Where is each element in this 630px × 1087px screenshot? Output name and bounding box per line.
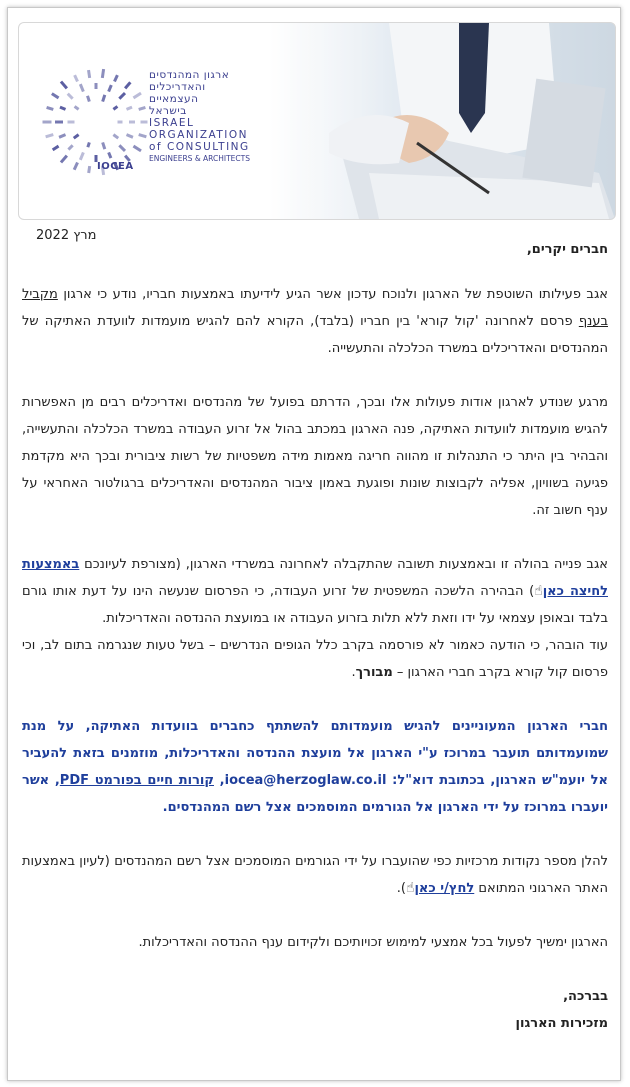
paragraph-1-text-a: אגב פעילותו השוטפת של הארגון ולנוכח עדכון אשר הגיע לידיעתו באמצעות חבריו, נודע כי ארגון [57, 287, 608, 302]
response-letter-link[interactable]: באמצעות לחיצה כאן [22, 557, 608, 599]
logo-english-line-4: ENGINEERS & ARCHITECTS [149, 154, 251, 163]
paragraph-5-text-a: חברי הארגון המעוניינים להגיש מועמדותם להשתתף כחברים בוועדות האתיקה, על מנת שמועמדותם תועבר במרוכז ע"י הארגון אל מועצת ההנדסה והאדריכלות, מוזמנים בזאת להעביר אל יועמ"ש הארגון, בכתובת דוא"ל: [22, 719, 609, 788]
signature: מזכירות הארגון [515, 1016, 608, 1031]
iocea-logo-icon [41, 67, 151, 177]
parallel-org-underlined: מקביל בענף [22, 287, 608, 329]
paragraph-3 [22, 551, 608, 632]
paragraph-4-text-b: . [351, 665, 356, 680]
logo-mark: IOCEA [97, 161, 134, 172]
logo-ring-segment [129, 121, 135, 124]
logo-ring-segment [101, 142, 106, 150]
logo-hebrew-line-1: ארגון המהנדסים [149, 69, 230, 81]
letter-date: מרץ 2022 [36, 228, 97, 243]
logo-ring-segment [126, 133, 134, 138]
greeting: חברים יקרים, [526, 242, 608, 257]
paragraph-6-text-a: להלן מספר נקודות מרכזיות כפי שהועברו על ידי הגורמים המוסמכים אצל רשם המהנדסים (לעיון באמצעות האתר הארגוני המתואם [22, 854, 608, 896]
paragraph-6 [22, 848, 608, 902]
paragraph-5-text-d: , אשר יועברו במרוכז על ידי הארגון אל הגורמים המוסמכים אצל רשם המהנדסים. [22, 773, 608, 815]
logo-ring-segment [133, 145, 142, 152]
logo-ring-segment [79, 84, 85, 93]
logo-ring-segment [113, 75, 119, 83]
logo-ring-segment [133, 92, 142, 99]
logo-ring-segment [141, 121, 148, 124]
paragraph-4-text-a: עוד הובהר, כי הודעה כאמור לא פורסמה בקרב כלל הגופים הנדרשים – בשל טעות שנגרמה בתום לב, וכי פרסום קול קורא בקרב חברי הארגון – [22, 638, 608, 680]
logo-english-line-1: ISRAEL [149, 117, 195, 129]
logo-ring-segment [55, 121, 63, 124]
logo-ring-segment [45, 133, 54, 138]
header-photo [299, 23, 615, 219]
logo-ring-segment [126, 106, 133, 111]
paragraph-1 [22, 281, 608, 362]
logo-ring-segment [86, 95, 91, 102]
logo-ring-segment [113, 133, 120, 139]
cv-pdf-link[interactable]: קורות חיים בפורמט PDF [59, 773, 214, 788]
logo-ring-segment [67, 93, 74, 100]
paragraph-5-text-c: , [213, 773, 225, 788]
logo-english-line-3: of CONSULTING [149, 141, 250, 153]
logo-ring-segment [118, 92, 126, 100]
logo-ring-segment [101, 69, 105, 78]
logo-ring-segment [107, 84, 112, 92]
logo-ring-segment [46, 106, 54, 111]
logo-ring-segment [138, 106, 146, 111]
closing: בברכה, [563, 989, 608, 1004]
logo-ring-segment [79, 152, 85, 161]
logo-ring-segment [86, 142, 90, 148]
registrar-click-here-link[interactable]: לחץ/י כאן [414, 881, 475, 896]
logo-hebrew-line-3: העצמאיים [149, 93, 199, 105]
paragraph-5 [22, 713, 608, 821]
paragraph-2: מרגע שנודע לארגון אודות פעולות אלו ובכך, הדרתם בפועל של מהנדסים ואדריכלים רבים מן האפשרות להגיש מועמדות לוועדות האתיקה, פנה הארגון במכתב בהול אל זרוע העבודה במשרד הכלכלה והתעשייה, והבהיר בין היתר כי התנהלות זו מהווה חריגה מאמות מידה משפטיות של רשות ציבורית ובכך היא מקדמת פגיעה בשוויון, אפליה לקבוצות שונות ופוגעת באמון ציבור המהנדסים והאדריכלים ברגולטור האחראי על ענף חשוב זה. [22, 395, 608, 518]
logo-ring-segment [60, 155, 68, 164]
logo-hebrew-line-4: בישראל [149, 105, 187, 117]
logo-ring-segment [113, 105, 119, 110]
paragraph-1-text-b: פרסם לאחרונה 'קול קורא' בין חבריו (בלבד), הקורא להם להגיש מועמדות לוועדת האתיקה של המהנדסים והאדריכלים במשרד הכלכלה והתעשייה. [22, 314, 608, 356]
logo-ring-segment [138, 133, 147, 138]
logo-ring-segment [43, 121, 52, 124]
paragraph-7: הארגון ימשיך לפעול בכל אמצעי למימוש זכויותיכם ולקידום ענף ההנדסה והאדריכלות. [138, 935, 608, 950]
paragraph-3-text-b: ) הבהירה הלשכה המשפטית של זרוע העבודה, כי הפרסום שנעשה הינו על דעת אותו גורם בלבד ובאופן עצמאי על ידו וזאת ללא תלות בזרוע העבודה או במועצת ההנדסה והאדריכלות. [22, 584, 608, 626]
paragraph-3-text-a: אגב פנייה בהולה זו ובאמצעות תשובה שהתקבלה לאחרונה במשרדי הארגון, (מצורפת לעיונכם [79, 557, 608, 572]
letter-body [22, 236, 608, 1037]
logo-text [149, 69, 259, 165]
logo-ring-segment [73, 75, 79, 83]
logo-ring-segment [118, 121, 123, 124]
logo-hebrew-line-2: והאדריכלים [149, 81, 206, 93]
paragraph-4 [22, 632, 608, 686]
paragraph-4-bold: מבורך [355, 665, 393, 680]
logo-ring-segment [124, 81, 132, 89]
logo-english-line-2: ORGANIZATION [149, 129, 249, 141]
logo-ring-segment [87, 70, 91, 78]
logo-ring-segment [68, 121, 75, 124]
logo-ring-segment [73, 162, 79, 171]
logo-ring-segment [59, 106, 66, 111]
hand-pointer-icon: ☝ [405, 880, 415, 896]
logo-ring-segment [107, 152, 112, 159]
logo-ring-segment [95, 83, 98, 89]
logo-ring-segment [101, 94, 106, 102]
logo-ring-segment [73, 133, 80, 139]
lawyer-email: iocea@herzoglaw.co.il [224, 773, 387, 788]
logo-ring-segment [52, 145, 60, 151]
logo-ring-segment [51, 92, 59, 99]
header-banner [18, 22, 616, 220]
logo-ring-segment [87, 166, 91, 173]
logo-ring-segment [67, 144, 73, 150]
logo-ring-segment [118, 144, 126, 152]
logo-ring-segment [74, 105, 80, 110]
paragraph-6-text-b: ). [396, 881, 406, 896]
logo-ring-segment [58, 133, 66, 138]
logo-ring-segment [60, 81, 68, 90]
hand-pointer-icon: ☝ [534, 583, 543, 599]
